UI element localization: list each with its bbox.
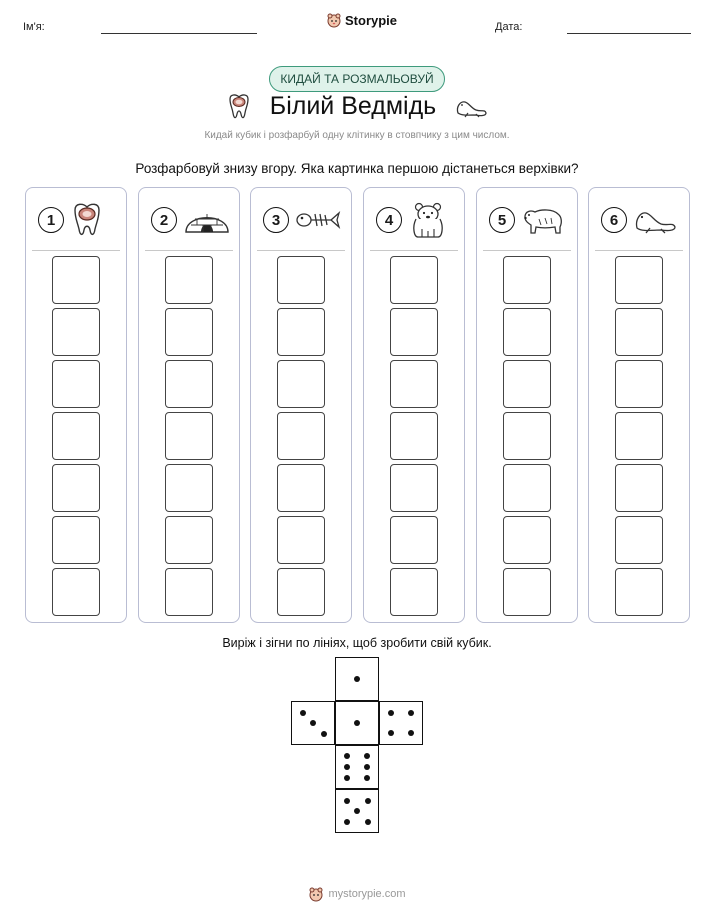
color-cell[interactable] (52, 256, 100, 304)
color-cell[interactable] (52, 516, 100, 564)
color-cell[interactable] (52, 464, 100, 512)
brand-name: Storypie (345, 12, 398, 28)
column-number: 2 (151, 207, 177, 233)
dice-pip (365, 798, 371, 804)
color-cell[interactable] (390, 516, 438, 564)
storypie-mascot-icon (308, 886, 324, 902)
column-number: 4 (376, 207, 402, 233)
color-cell[interactable] (390, 256, 438, 304)
dice-pip (354, 720, 360, 726)
column-5 (476, 187, 578, 623)
dice-pip (310, 720, 316, 726)
color-cell[interactable] (503, 516, 551, 564)
dice-pip (388, 730, 394, 736)
footer-url[interactable]: mystorypie.com (328, 888, 406, 900)
question-text: Розфарбовуй знизу вгору. Яка картинка першою дістанеться верхівки? (135, 161, 579, 176)
color-cell[interactable] (165, 464, 213, 512)
color-cell[interactable] (503, 568, 551, 616)
tooth-icon (70, 202, 104, 238)
tooth-icon (226, 93, 252, 121)
dice-pip (408, 730, 414, 736)
date-label: Дата: (495, 21, 523, 33)
fish-skeleton-icon (295, 207, 341, 233)
cut-instruction: Виріж і зігни по лініях, щоб зробити свій кубик. (222, 636, 492, 650)
column-3 (250, 187, 352, 623)
dice-pip (365, 819, 371, 825)
color-cell[interactable] (277, 516, 325, 564)
column-2 (138, 187, 240, 623)
dice-pip (344, 798, 350, 804)
name-label: Ім'я: (23, 21, 45, 33)
color-cell[interactable] (277, 256, 325, 304)
dice-pip (364, 775, 370, 781)
dice-pip (364, 764, 370, 770)
dice-pip (344, 819, 350, 825)
color-cell[interactable] (503, 412, 551, 460)
dice-pip (300, 710, 306, 716)
color-cell[interactable] (52, 360, 100, 408)
dice-face-bottom[interactable] (335, 789, 379, 833)
footer (0, 886, 714, 902)
color-cell[interactable] (165, 256, 213, 304)
color-cell[interactable] (503, 256, 551, 304)
date-field[interactable] (567, 33, 691, 34)
dice-pip (354, 676, 360, 682)
dice-pip (321, 731, 327, 737)
dice-pip (344, 775, 350, 781)
storypie-mascot-icon (326, 12, 342, 28)
column-number: 6 (601, 207, 627, 233)
column-6 (588, 187, 690, 623)
dice-face-center[interactable] (335, 701, 379, 745)
color-cell[interactable] (165, 412, 213, 460)
color-cell[interactable] (615, 464, 663, 512)
color-cell[interactable] (277, 568, 325, 616)
dice-face-lower[interactable] (335, 745, 379, 789)
color-cell[interactable] (390, 308, 438, 356)
dice-pip (408, 710, 414, 716)
dice-face-right[interactable] (379, 701, 423, 745)
dice-pip (354, 808, 360, 814)
color-cell[interactable] (52, 568, 100, 616)
color-cell[interactable] (390, 412, 438, 460)
color-cell[interactable] (503, 360, 551, 408)
dice-pip (344, 753, 350, 759)
color-cell[interactable] (277, 464, 325, 512)
color-cell[interactable] (277, 308, 325, 356)
dice-face-top[interactable] (335, 657, 379, 701)
color-cell[interactable] (390, 568, 438, 616)
color-cell[interactable] (615, 568, 663, 616)
seal-icon (633, 205, 677, 235)
dice-pip (364, 753, 370, 759)
color-cell[interactable] (277, 412, 325, 460)
subtitle: Кидай кубик і розфарбуй одну клітинку в стовпчику з цим числом. (204, 130, 510, 141)
column-number: 3 (263, 207, 289, 233)
color-cell[interactable] (615, 516, 663, 564)
color-cell[interactable] (615, 360, 663, 408)
color-cell[interactable] (503, 308, 551, 356)
color-cell[interactable] (52, 412, 100, 460)
color-cell[interactable] (615, 256, 663, 304)
activity-badge: КИДАЙ ТА РОЗМАЛЬОВУЙ (269, 66, 445, 92)
dice-pip (388, 710, 394, 716)
column-number: 1 (38, 207, 64, 233)
igloo-icon (183, 205, 231, 235)
color-cell[interactable] (165, 516, 213, 564)
column-1 (25, 187, 127, 623)
dice-pip (344, 764, 350, 770)
column-4 (363, 187, 465, 623)
dice-face-left[interactable] (291, 701, 335, 745)
page-title: Білий Ведмідь (269, 92, 437, 120)
color-cell[interactable] (503, 464, 551, 512)
color-cell[interactable] (277, 360, 325, 408)
color-cell[interactable] (390, 464, 438, 512)
color-cell[interactable] (390, 360, 438, 408)
title-row (0, 92, 714, 121)
color-cell[interactable] (615, 412, 663, 460)
brand-logo (326, 12, 397, 28)
color-cell[interactable] (165, 308, 213, 356)
color-cell[interactable] (165, 360, 213, 408)
seal-icon (454, 95, 488, 119)
polar-bear-walking-icon (521, 205, 565, 235)
column-number: 5 (489, 207, 515, 233)
color-cell[interactable] (615, 308, 663, 356)
polar-bear-front-icon (408, 201, 448, 239)
color-cell[interactable] (165, 568, 213, 616)
name-field[interactable] (101, 33, 257, 34)
color-cell[interactable] (52, 308, 100, 356)
